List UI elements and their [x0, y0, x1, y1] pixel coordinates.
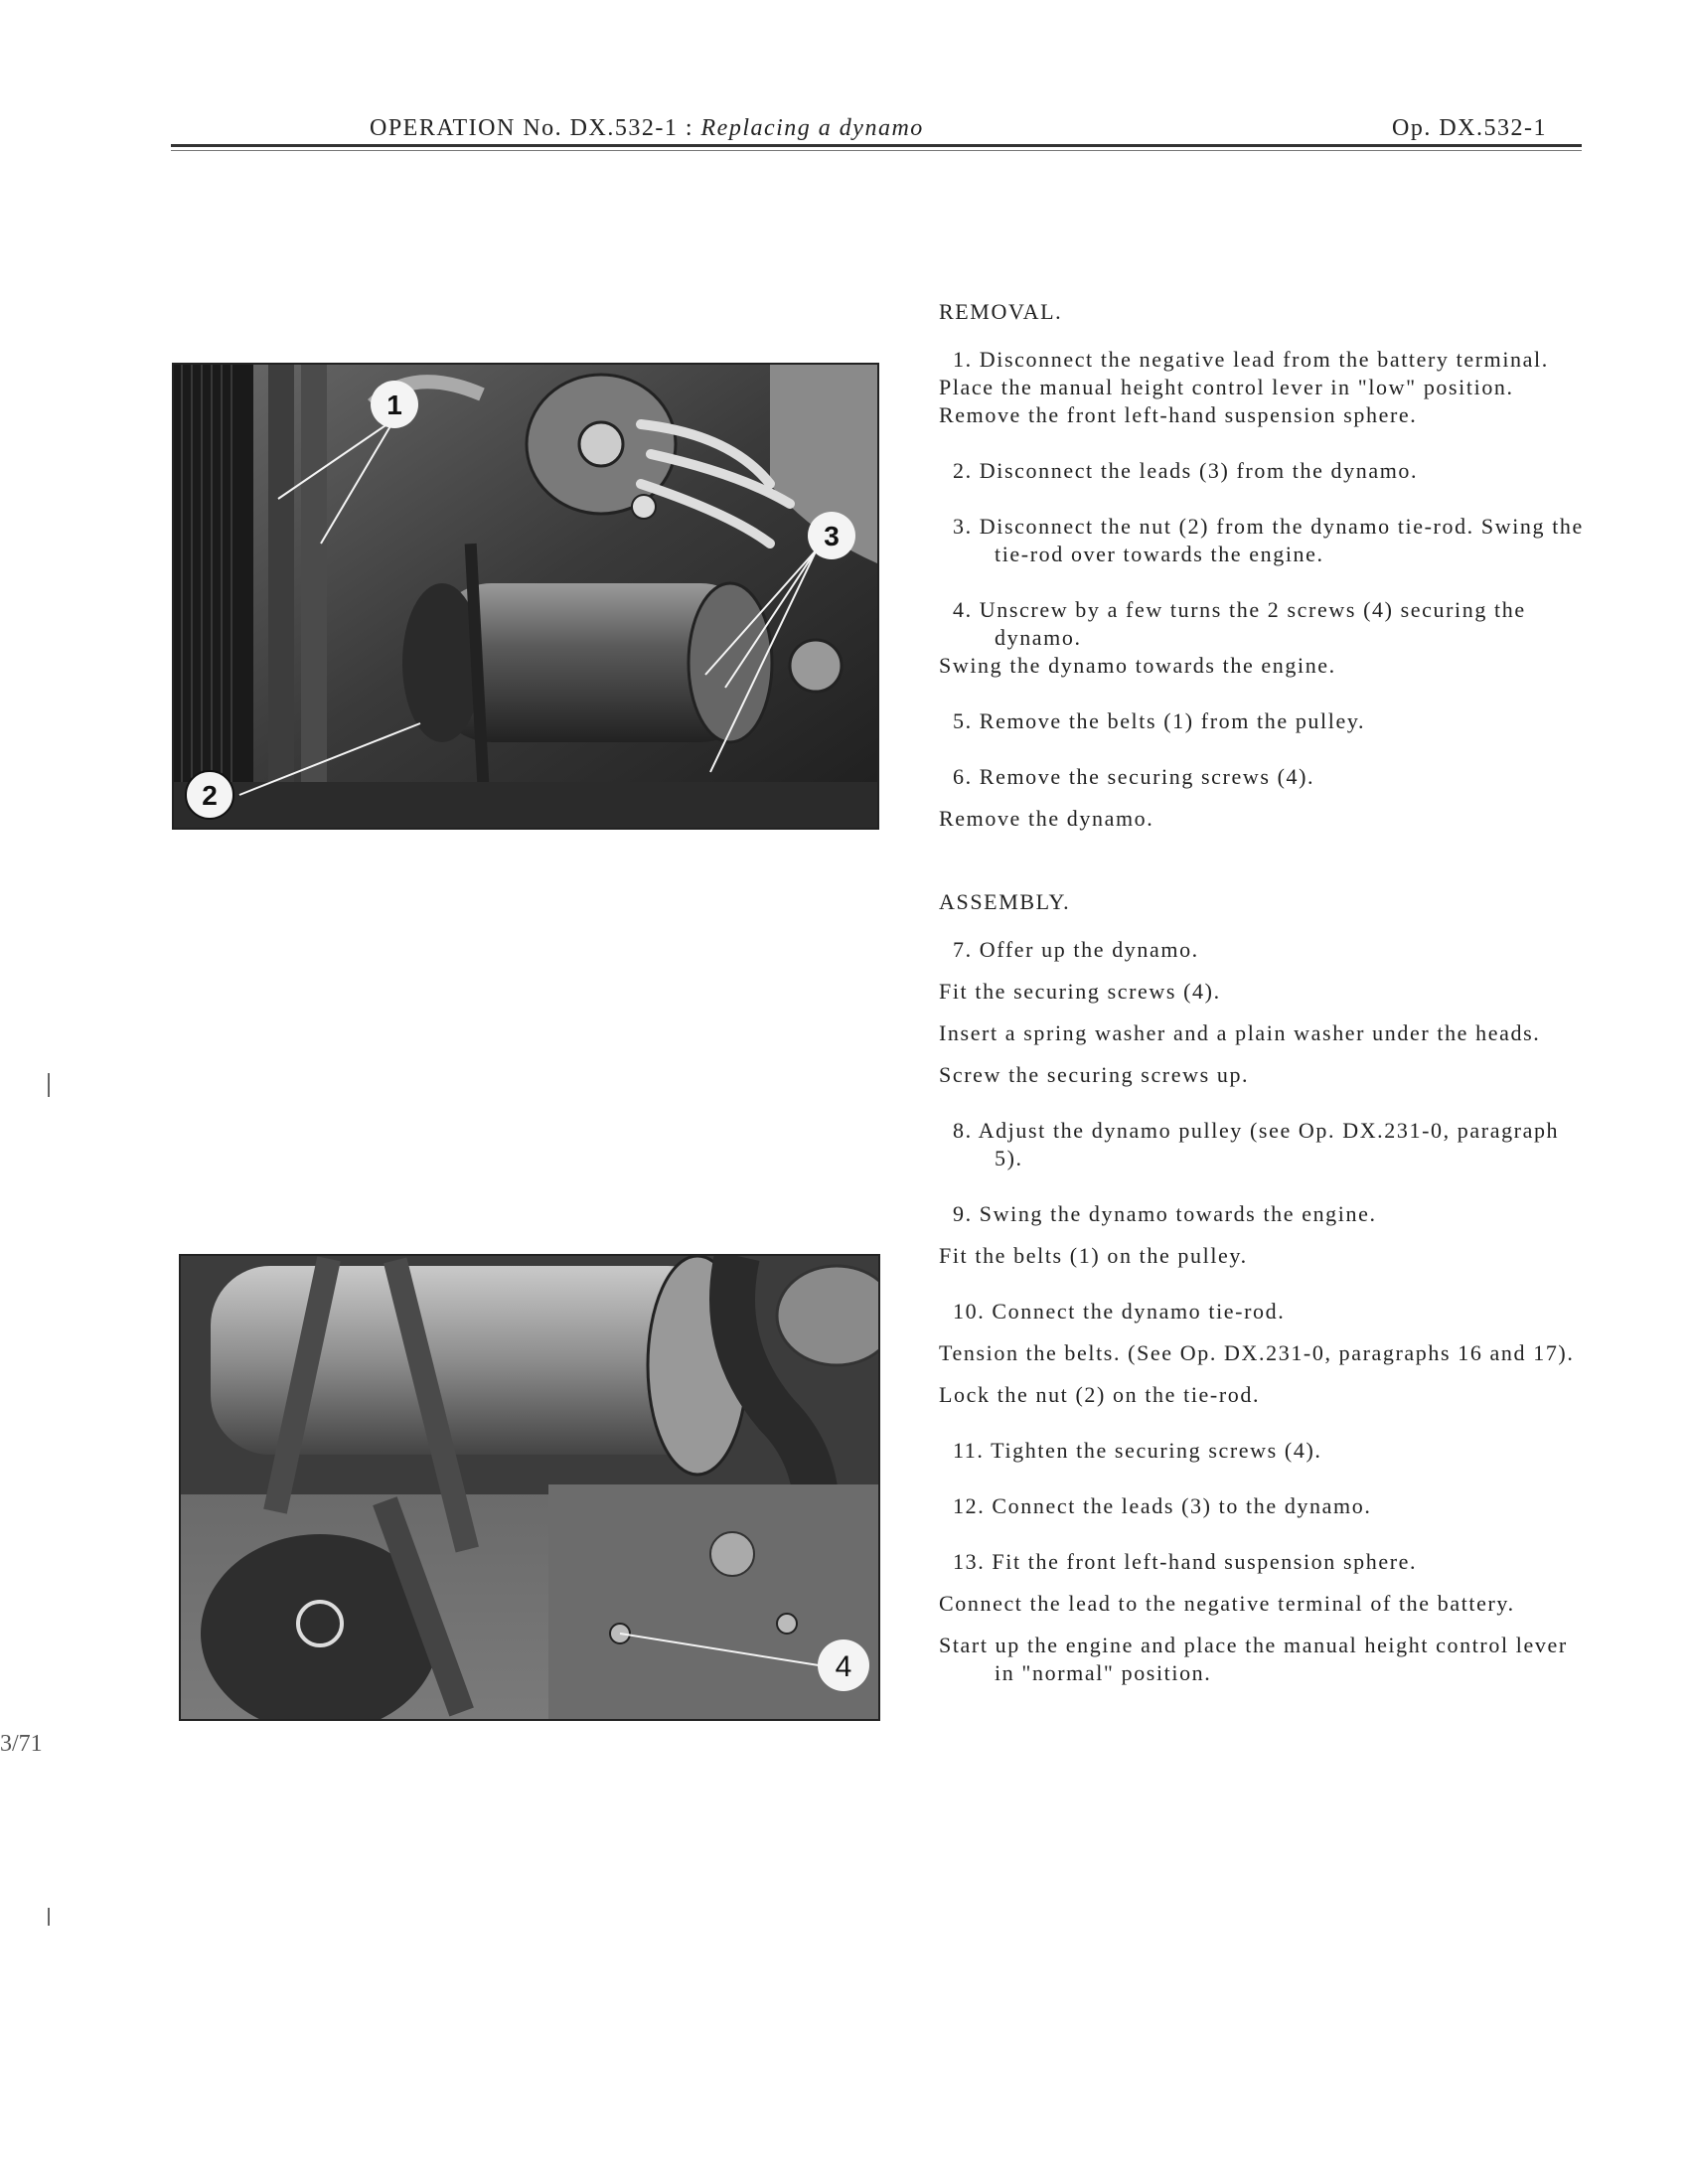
assembly-note: Tension the belts. (See Op. DX.231-0, paragraphs 16 and 17).	[939, 1340, 1575, 1365]
operation-number: OPERATION No. DX.532-1 :	[370, 115, 701, 141]
operation-title: Replacing a dynamo	[700, 115, 924, 141]
engine-bay-photo-removal	[172, 363, 879, 830]
callout-1: 1	[386, 390, 402, 420]
removal-note: Remove the front left-hand suspension sphere.	[939, 402, 1418, 427]
removal-step-4: 4. Unscrew by a few turns the 2 screws (4) securing the dynamo.	[953, 597, 1526, 650]
dynamo-mounting-illustration	[181, 1256, 878, 1719]
header-rule-thin	[171, 150, 1582, 151]
assembly-step-12: 12. Connect the leads (3) to the dynamo.	[953, 1493, 1372, 1518]
removal-note: Remove the dynamo.	[939, 806, 1154, 831]
removal-step-3: 3. Disconnect the nut (2) from the dynamo tie-rod. Swing the tie-rod over towards the engine.	[953, 514, 1584, 566]
margin-date: 3/71	[0, 1731, 43, 1757]
assembly-note: Connect the lead to the negative terminal of the battery.	[939, 1591, 1515, 1616]
operation-title-line	[370, 115, 924, 142]
assembly-note: Screw the securing screws up.	[939, 1062, 1250, 1087]
margin-tick	[48, 1073, 50, 1097]
assembly-step-8: 8. Adjust the dynamo pulley (see Op. DX.231-0, paragraph 5).	[953, 1118, 1560, 1170]
assembly-step-9: 9. Swing the dynamo towards the engine.	[953, 1201, 1377, 1226]
assembly-note: Start up the engine and place the manual height control lever in "normal" position.	[939, 1633, 1568, 1685]
callout-2: 2	[202, 780, 218, 811]
margin-tick	[48, 1908, 50, 1926]
removal-step-5: 5. Remove the belts (1) from the pulley.	[953, 708, 1366, 733]
assembly-heading: ASSEMBLY.	[939, 889, 1071, 914]
instruction-text	[939, 298, 1585, 1687]
assembly-note: Insert a spring washer and a plain washer under the heads.	[939, 1020, 1541, 1045]
removal-step-6: 6. Remove the securing screws (4).	[953, 764, 1315, 789]
page-header	[171, 115, 1582, 151]
callout-4: 4	[835, 1650, 852, 1683]
removal-note: Swing the dynamo towards the engine.	[939, 653, 1336, 678]
assembly-note: Fit the securing screws (4).	[939, 979, 1221, 1004]
assembly-note: Fit the belts (1) on the pulley.	[939, 1243, 1248, 1268]
engine-bay-illustration	[174, 365, 877, 828]
assembly-step-10: 10. Connect the dynamo tie-rod.	[953, 1299, 1286, 1324]
header-rule	[171, 144, 1582, 147]
engine-bay-photo-assembly	[179, 1254, 880, 1721]
assembly-step-13: 13. Fit the front left-hand suspension sphere.	[953, 1549, 1418, 1574]
assembly-note: Lock the nut (2) on the tie-rod.	[939, 1382, 1261, 1407]
removal-note: Place the manual height control lever in "low" position.	[939, 375, 1514, 399]
assembly-step-7: 7. Offer up the dynamo.	[953, 937, 1199, 962]
callout-3: 3	[824, 521, 840, 551]
removal-step-2: 2. Disconnect the leads (3) from the dynamo.	[953, 458, 1419, 483]
assembly-step-11: 11. Tighten the securing screws (4).	[953, 1438, 1322, 1463]
page-reference: Op. DX.532-1	[1392, 115, 1547, 141]
removal-heading: REMOVAL.	[939, 299, 1063, 324]
removal-step-1: 1. Disconnect the negative lead from the battery terminal.	[953, 347, 1549, 372]
